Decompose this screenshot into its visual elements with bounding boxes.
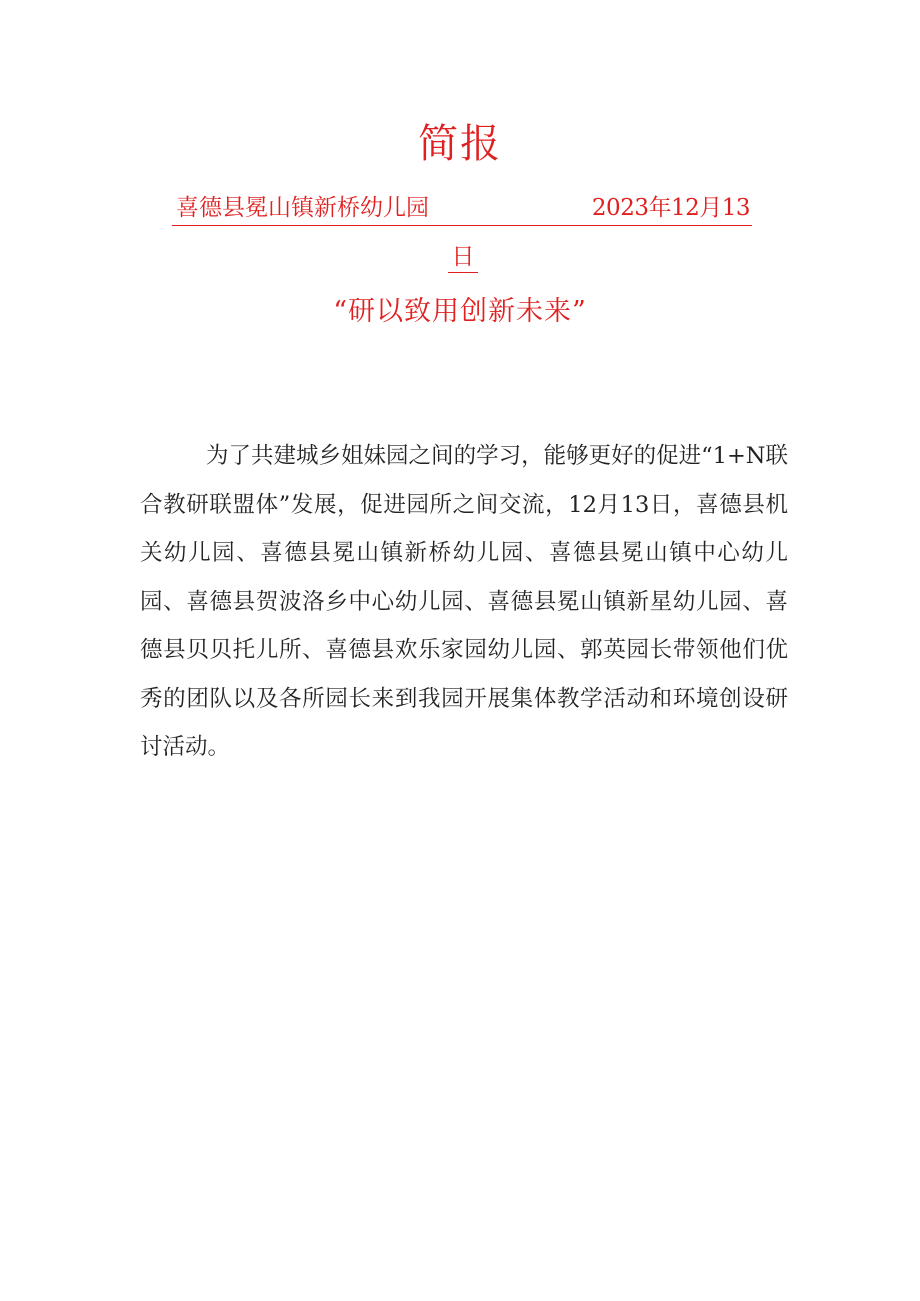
document-subtitle: “研以致用创新未来” [333,296,587,327]
issue-date-day: 日 [448,242,478,273]
organization-name: 喜德县冕山镇新桥幼儿园 [176,195,429,221]
document-title: 简报 [418,121,502,167]
body-paragraph: 为了共建城乡姐妹园之间的学习，能够更好的促进“1+N联合教研联盟体”发展，促进园所之间交流，12月13日，喜德县机关幼儿园、喜德县冕山镇新桥幼儿园、喜德县冕山镇中心幼儿园、喜德县贺波洛乡中心幼儿园、喜德县冕山镇新星幼儿园、喜德县贝贝托儿所、喜德县欢乐家园幼儿园、郭英园长带领他们优秀的团队以及各所园长来到我园开展集体教学活动和环境创设研讨活动。 [140,443,788,760]
header-meta-line [172,191,752,226]
issue-date: 2023年12月13 [591,195,750,221]
